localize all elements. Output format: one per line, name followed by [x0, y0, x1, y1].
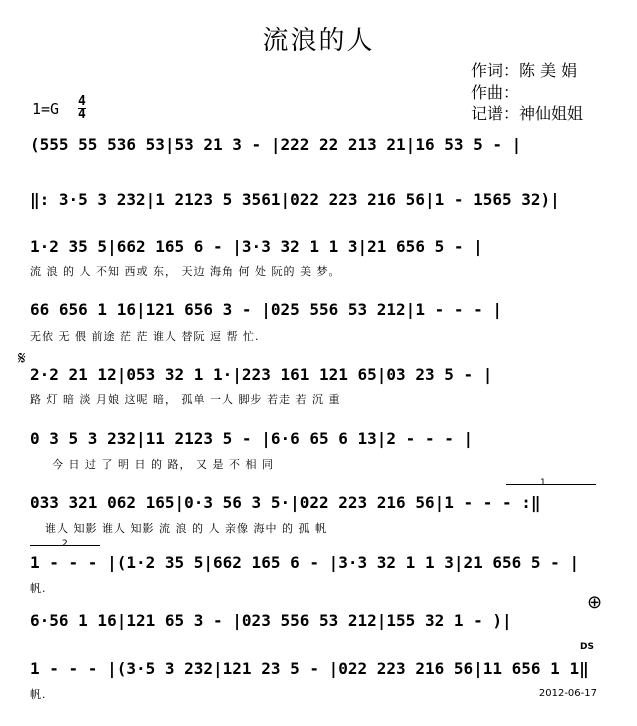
transcription-date: 2012-06-17: [538, 688, 597, 699]
time-signature-top: 4: [78, 94, 86, 109]
notation-line-4: 66 656 1 16|121 656 3 - |025 556 53 212|1 - - - |: [30, 300, 503, 319]
lyrics-line-8: 帆.: [30, 582, 47, 595]
notation-line-7: 033 321 062 165|0·3 56 3 5·|022 223 216 56|1 - - - :‖: [30, 493, 541, 512]
dal-segno-mark: DS: [580, 642, 594, 652]
time-signature: [78, 96, 86, 121]
notation-line-9: 6·56 1 16|121 65 3 - |023 556 53 212|155 32 1 - )|: [30, 611, 512, 630]
lyrics-line-10: 帆.: [30, 688, 47, 701]
key-signature: 1=G: [32, 100, 60, 118]
lyrics-line-4: 无依 无 偎 前途 茫 茫 谁人 替阮 逗 帮 忙.: [30, 330, 260, 343]
song-title: 流浪的人: [262, 26, 375, 56]
first-ending-bracket: [506, 484, 596, 485]
notation-line-5: 2·2 21 12|053 32 1 1·|223 161 121 65|03 23 5 - |: [30, 365, 493, 384]
lyrics-line-5: 路 灯 暗 淡 月娘 这呢 暗， 孤单 一人 脚步 若走 若 沉 重: [30, 393, 341, 406]
coda-sign: ⊕: [587, 592, 603, 613]
first-ending-mark: 1: [540, 478, 546, 488]
time-signature-bottom: 4: [78, 107, 86, 122]
notation-line-6: 0 3 5 3 232|11 2123 5 - |6·6 65 6 13|2 - - - |: [30, 429, 474, 448]
composer-credit: 作曲：: [471, 83, 520, 102]
notation-line-2: ‖: 3·5 3 232|1 2123 5 3561|022 223 216 56|1 - 1565 32)|: [30, 190, 560, 209]
lyrics-line-7: 谁人 知影 谁人 知影 流 浪 的 人 亲像 海中 的 孤 帆: [45, 522, 327, 535]
notation-line-3: 1·2 35 5|662 165 6 - |3·3 32 1 1 3|21 656 5 - |: [30, 237, 483, 256]
second-ending-mark: 2: [62, 539, 68, 549]
segno-sign: 𝄋: [18, 348, 26, 369]
notation-line-1: (555 55 536 53|53 21 3 - |222 22 213 21|16 53 5 - |: [30, 135, 522, 154]
notation-line-10: 1 - - - |(3·5 3 232|121 23 5 - |022 223 216 56|11 656 1 1‖: [30, 659, 589, 678]
lyrics-line-6: 今 日 过 了 明 日 的 路， 又 是 不 相 同: [52, 458, 274, 471]
second-ending-bracket: [30, 545, 100, 546]
lyrics-line-3: 流 浪 的 人 不知 西或 东， 天边 海角 何 处 阮的 美 梦。: [30, 265, 341, 278]
notation-line-8: 1 - - - |(1·2 35 5|662 165 6 - |3·3 32 1 1 3|21 656 5 - |: [30, 553, 580, 572]
transcriber-credit: 记谱：神仙姐姐: [471, 104, 584, 123]
lyricist-credit: 作词：陈 美 娟: [471, 61, 578, 80]
